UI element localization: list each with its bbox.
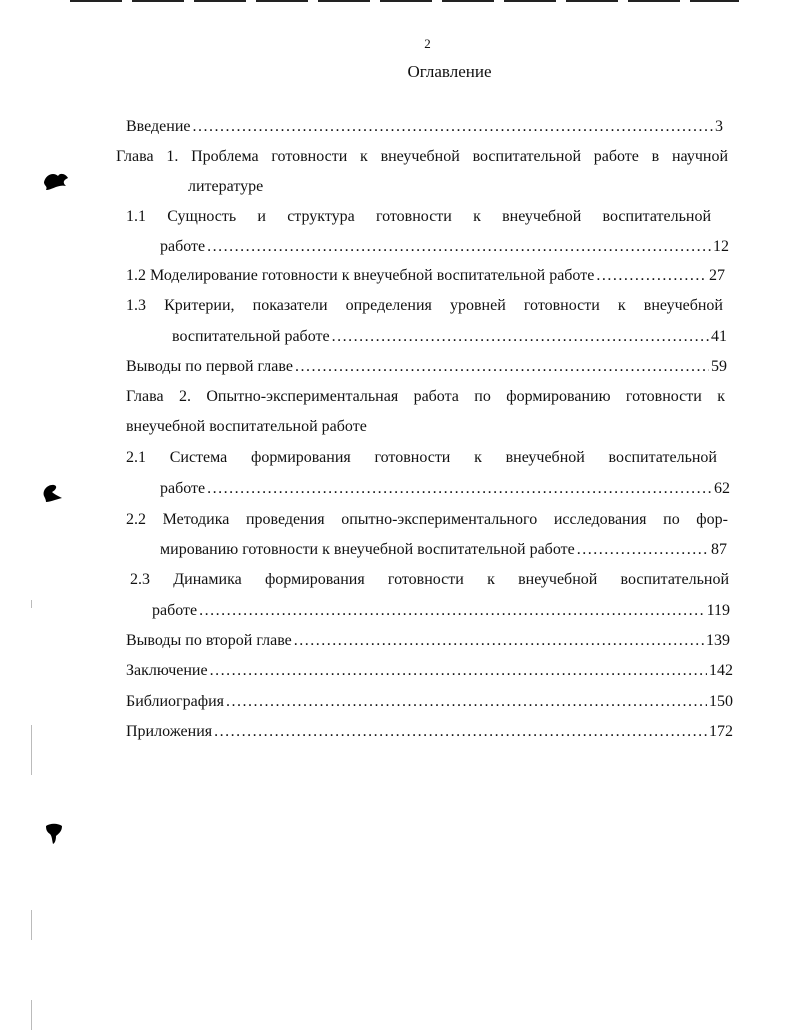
toc-bibliography[interactable] [126,692,733,712]
toc-title: Оглавление [407,62,492,81]
toc-leader-dots [226,692,707,712]
toc-entry-page: 172 [709,723,733,740]
toc-entry-page: 59 [711,358,727,375]
scan-smudge-top [42,170,70,192]
toc-leader-dots [332,327,709,347]
toc-entry-text: Выводы по первой главе [126,358,293,375]
toc-leader-dots [294,631,704,651]
toc-entry-text: Введение [126,118,191,135]
toc-leader-dots [193,117,714,137]
toc-section-1-2[interactable] [126,266,725,286]
toc-appendices[interactable] [126,722,733,742]
toc-entry-text: Заключение [126,662,208,679]
toc-entry-page: 3 [715,118,723,135]
toc-entry-page: 139 [706,632,730,649]
toc-entry-page: 41 [711,328,727,345]
toc-section-2-1-line1[interactable]: 2.1 Система формирования готовности к внеучебной воспитательной [126,449,717,466]
toc-section-1-3-line1[interactable]: 1.3 Критерии, показатели определения уровней готовности к внеучебной [126,297,723,314]
toc-conclusions-chapter1[interactable] [126,357,727,377]
toc-section-2-3-line2[interactable] [152,601,730,621]
toc-chapter2-title-line1[interactable]: Глава 2. Опытно-экспериментальная работа по формированию готовности к [126,388,725,405]
toc-entry-page: 142 [709,662,733,679]
toc-entry-text: работе [160,238,206,255]
scan-smudge-bottom [44,822,64,846]
toc-entry-text: Библиография [126,693,224,710]
toc-section-1-1-line2[interactable] [160,237,729,257]
toc-chapter2-title-line2[interactable]: внеучебной воспитательной работе [126,418,367,435]
toc-entry-page: 87 [711,541,727,558]
scan-smudge-middle [40,482,64,504]
toc-entry-page: 119 [706,602,730,619]
toc-leader-dots [596,266,707,286]
toc-entry-text: Приложения [126,723,213,740]
toc-leader-dots [207,237,711,257]
toc-leader-dots [210,661,707,681]
toc-entry-text: работе [152,602,198,619]
toc-conclusions-chapter2[interactable] [126,631,730,651]
toc-entry-text: воспитательной работе [172,328,330,345]
scan-edge-mark [31,910,32,940]
scan-edge-mark [31,600,32,608]
toc-leader-dots [577,540,709,560]
scan-edge-mark [31,1000,32,1030]
toc-section-2-1-line2[interactable] [160,479,730,499]
toc-chapter1-title-line2[interactable]: литературе [188,178,264,195]
toc-chapter1-title-line1[interactable]: Глава 1. Проблема готовности к внеучебной воспитательной работе в научной [116,148,728,165]
toc-entry-text: Выводы по второй главе [126,632,292,649]
toc-leader-dots [295,357,709,377]
toc-entry-page: 12 [713,238,729,255]
toc-leader-dots [199,601,704,621]
toc-leader-dots [207,479,712,499]
toc-section-1-3-line2[interactable] [172,327,727,347]
toc-section-2-2-line1[interactable]: 2.2 Методика проведения опытно-экспериментального исследования по фор- [126,511,728,528]
toc-entry-text: мированию готовности к внеучебной воспитательной работе [160,541,575,558]
page-number: 2 [424,36,431,51]
toc-entry-text: работе [160,480,206,497]
toc-section-1-1-line1[interactable]: 1.1 Сущность и структура готовности к внеучебной воспитательной [126,208,711,225]
toc-section-2-3-line1[interactable]: 2.3 Динамика формирования готовности к внеучебной воспитательной [130,571,729,588]
toc-section-2-2-line2[interactable] [160,540,727,560]
toc-entry-intro[interactable] [126,117,723,137]
toc-conclusion[interactable] [126,661,733,681]
toc-entry-page: 150 [709,693,733,710]
scan-edge-mark [31,725,32,775]
toc-entry-text: 1.2 Моделирование готовности к внеучебной воспитательной работе [126,267,595,284]
toc-entry-page: 27 [709,267,725,284]
toc-entry-page: 62 [714,480,730,497]
toc-leader-dots [214,722,707,742]
